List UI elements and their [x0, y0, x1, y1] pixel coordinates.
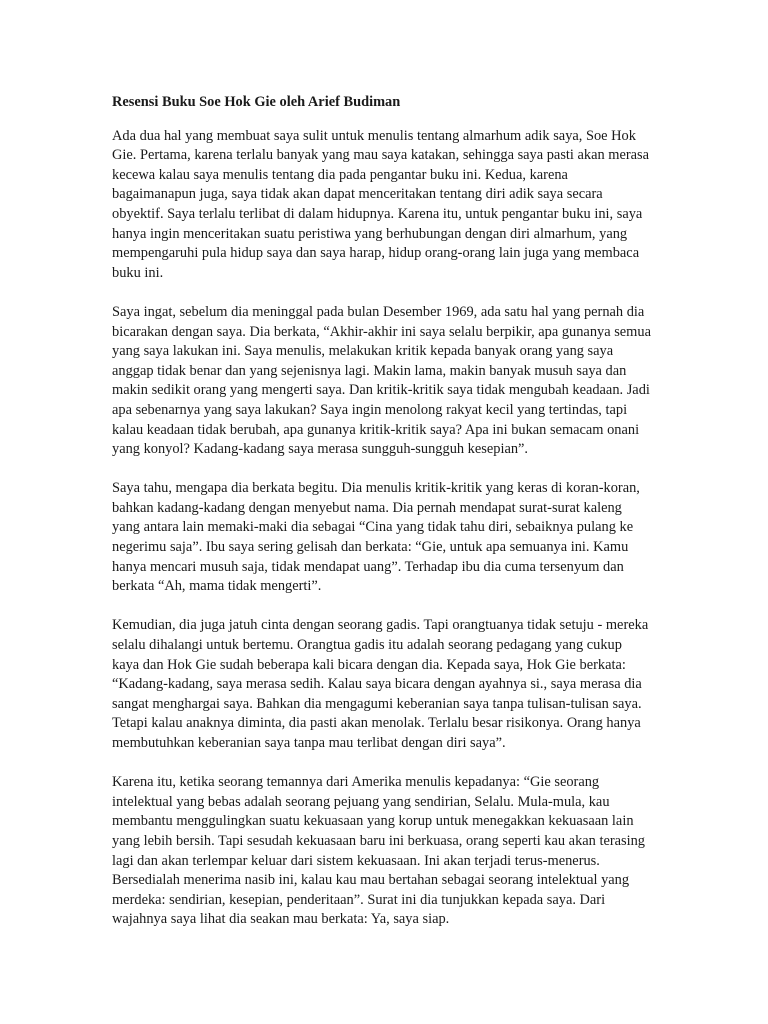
- paragraph-1: Ada dua hal yang membuat saya sulit untuk menulis tentang almarhum adik saya, Soe Hok Gie. Pertama, karena terlalu banyak yang mau saya katakan, sehingga saya pasti akan merasa kecewa kalau saya menulis tentang dia pada pengantar buku ini. Kedua, karena bagaimanapun juga, saya tidak akan dapat menceritakan tentang diri adik saya secara obyektif. Saya terlalu terlibat di dalam hidupnya. Karena itu, untuk pengantar buku ini, saya hanya ingin menceritakan suatu peristiwa yang berhubungan dengan diri almarhum, yang mempengaruhi pula hidup saya dan saya harap, hidup orang-orang lain juga yang membaca buku ini.: [112, 127, 650, 281]
- document-title: Resensi Buku Soe Hok Gie oleh Arief Budiman: [112, 94, 401, 110]
- paragraph-5: Karena itu, ketika seorang temannya dari Amerika menulis kepadanya: “Gie seorang intelektual yang bebas adalah seorang pejuang yang sendirian, Selalu. Mula-mula, kau membantu menggulingkan suatu kekuasaan yang korup untuk menegakkan kekuasaan lain yang lebih bersih. Tapi sesudah kekuasaan baru ini berkuasa, orang seperti kau akan terasing lagi dan akan terlempar keluar dari sistem kekuasaan. Ini akan terjadi terus-menerus. Bersedialah menerima nasib ini, kalau kau mau bertahan sebagai seorang intelektual yang merdeka: sendirian, kesepian, penderitaan”. Surat ini dia tunjukkan kepada saya. Dari wajahnya saya lihat dia seakan mau berkata: Ya, saya siap.: [112, 774, 646, 928]
- paragraph-3: Saya tahu, mengapa dia berkata begitu. Dia menulis kritik-kritik yang keras di koran-koran, bahkan kadang-kadang dengan menyebut nama. Dia pernah mendapat surat-surat kaleng yang antara lain memaki-maki dia sebagai “Cina yang tidak tahu diri, sebaiknya pulang ke negerimu saja”. Ibu saya sering gelisah dan berkata: “Gie, untuk apa semuanya ini. Kamu hanya mencari musuh saja, tidak mendapat uang”. Terhadap ibu dia cuma tersenyum dan berkata “Ah, mama tidak mengerti”.: [112, 480, 640, 595]
- paragraph-2: Saya ingat, sebelum dia meninggal pada bulan Desember 1969, ada satu hal yang pernah dia bicarakan dengan saya. Dia berkata, “Akhir-akhir ini saya selalu berpikir, apa gunanya semua yang saya lakukan ini. Saya menulis, melakukan kritik kepada banyak orang yang saya anggap tidak benar dan yang sejenisnya lagi. Makin lama, makin banyak musuh saya dan makin sedikit orang yang mengerti saya. Dan kritik-kritik saya tidak mengubah keadaan. Jadi apa sebenarnya yang saya lakukan? Saya ingin menolong rakyat kecil yang tertindas, tapi kalau keadaan tidak berubah, apa gunanya kritik-kritik saya? Apa ini bukan semacam onani yang konyol? Kadang-kadang saya merasa sungguh-sungguh kesepian”.: [112, 303, 651, 458]
- paragraph-4: Kemudian, dia juga jatuh cinta dengan seorang gadis. Tapi orangtuanya tidak setuju - mereka selalu dihalangi untuk bertemu. Orangtua gadis itu adalah seorang pedagang yang cukup kaya dan Hok Gie sudah beberapa kali bicara dengan dia. Kepada saya, Hok Gie berkata: “Kadang-kadang, saya merasa sedih. Kalau saya bicara dengan ayahnya si., saya merasa dia sangat menghargai saya. Bahkan dia mengagumi keberanian saya tanpa tulisan-tulisan saya. Tetapi kalau anaknya diminta, dia pasti akan menolak. Terlalu besar risikonya. Orang hanya membutuhkan keberanian saya tanpa mau terlibat dengan diri saya”.: [112, 617, 649, 751]
- document-body: [112, 93, 652, 950]
